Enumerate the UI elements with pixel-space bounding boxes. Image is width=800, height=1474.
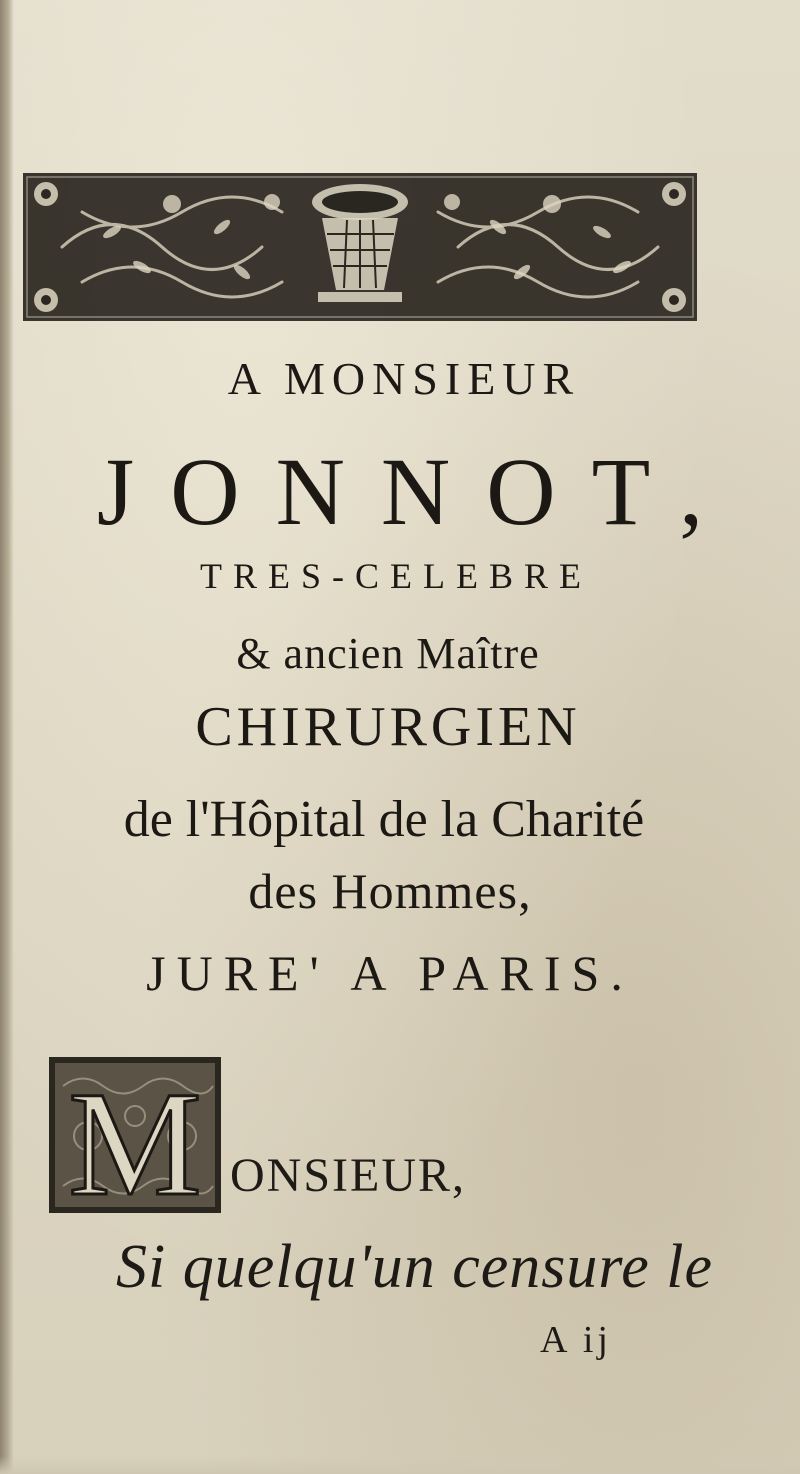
dedication-line-1: A MONSIEUR: [227, 353, 581, 404]
dedication-line-4: & ancien Maître: [236, 629, 540, 678]
dedication-line-3: TRES-CELEBRE: [200, 556, 592, 596]
dedication-line-7: des Hommes,: [248, 863, 532, 919]
decorated-initial-icon: [48, 1056, 222, 1214]
floral-headpiece-icon: [22, 172, 698, 322]
page-bottom-edge: [0, 1456, 800, 1474]
salutation-rest: ONSIEUR,: [230, 1149, 467, 1202]
dropcap-letter: M: [68, 1061, 202, 1214]
dedicatee-name: JONNOT,: [96, 438, 740, 545]
dedication-line-6: de l'Hôpital de la Charité: [123, 791, 645, 848]
dedication-line-8: JURE' A PARIS.: [146, 945, 634, 1001]
opening-sentence: Si quelqu'un censure le: [116, 1233, 713, 1301]
signature-mark: A ij: [540, 1319, 612, 1361]
dedication-line-5: CHIRURGIEN: [195, 696, 581, 758]
